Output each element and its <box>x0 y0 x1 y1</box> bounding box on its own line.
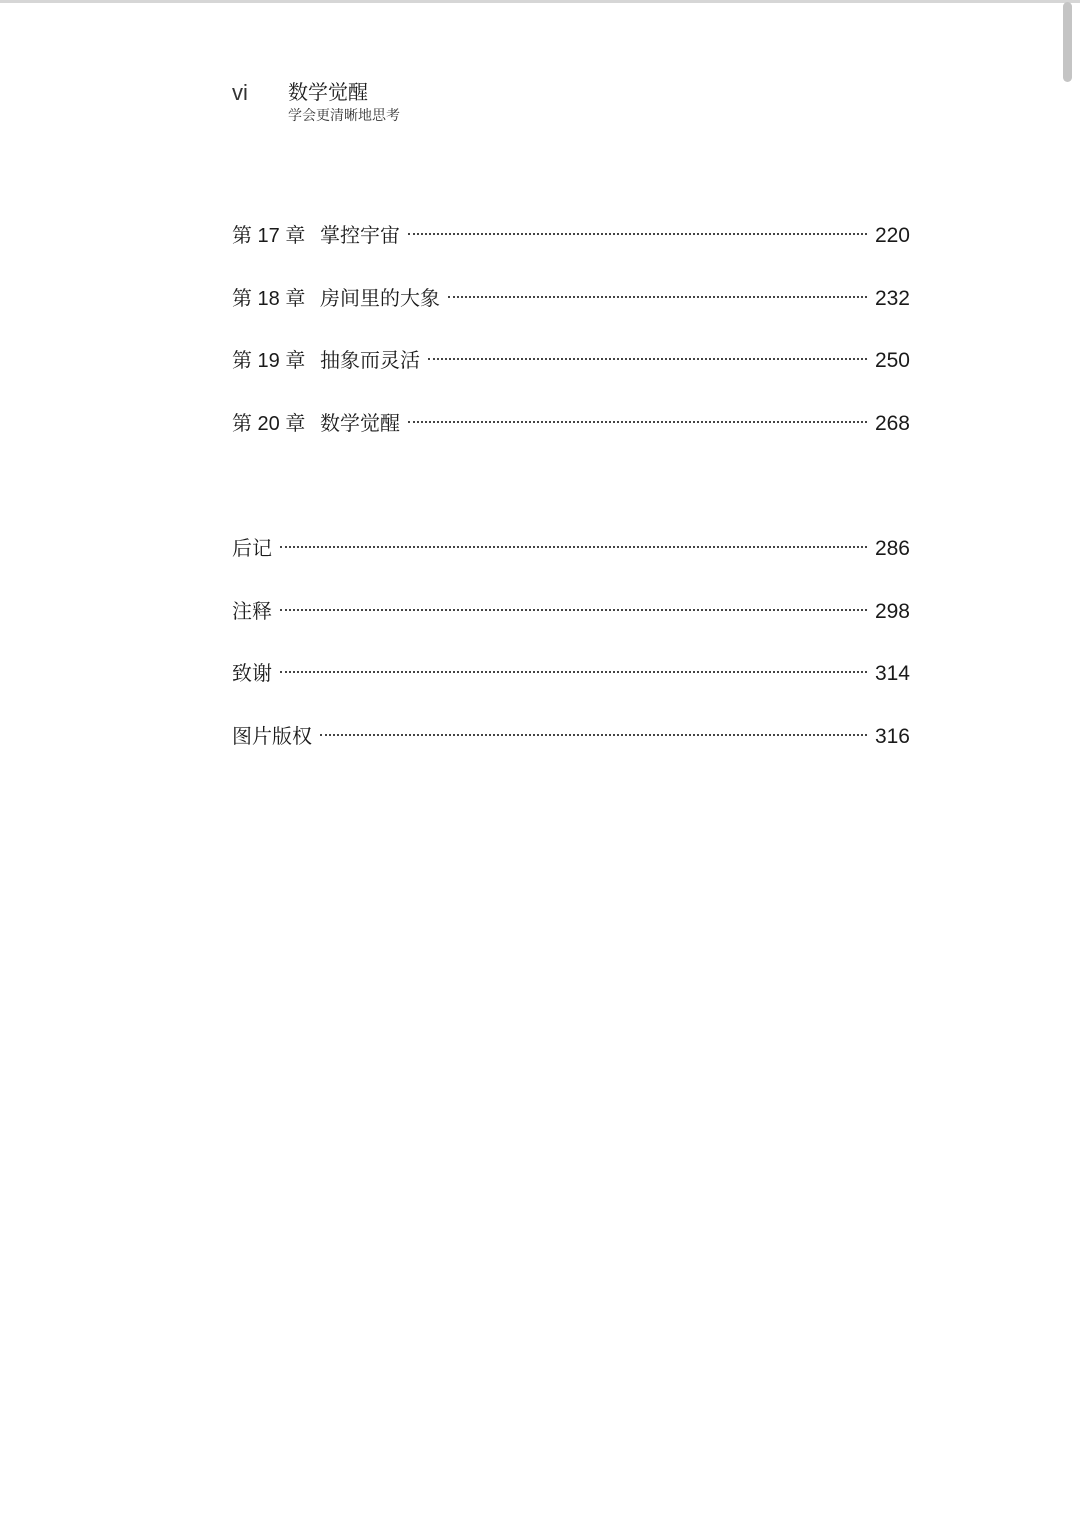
toc-chapters <box>232 218 910 468</box>
page-ref: 298 <box>874 599 910 623</box>
dot-leader <box>280 609 867 611</box>
entry-title: 注释 <box>232 598 272 623</box>
entry-title: 图片版权 <box>232 723 312 748</box>
dot-leader <box>280 546 867 548</box>
toc-entry-chapter-20[interactable] <box>232 406 910 469</box>
toc-entry-afterword[interactable] <box>232 531 910 594</box>
toc-entry-notes[interactable] <box>232 594 910 657</box>
dot-leader <box>408 421 867 423</box>
page-ref: 314 <box>874 662 910 685</box>
chapter-title: 房间里的大象 <box>320 285 440 310</box>
book-titles <box>288 78 400 126</box>
toc-back-matter <box>232 531 910 781</box>
toc-entry-chapter-19[interactable] <box>232 343 910 406</box>
scrollbar[interactable] <box>1056 0 1080 1531</box>
page-ref: 286 <box>874 537 910 560</box>
dot-leader <box>428 358 867 360</box>
page-ref: 220 <box>874 224 910 247</box>
page-ref: 232 <box>874 286 910 310</box>
entry-title: 致谢 <box>232 661 272 685</box>
chapter-title: 数学觉醒 <box>320 410 400 435</box>
toc-entry-chapter-18[interactable] <box>232 281 910 344</box>
dot-leader <box>408 233 867 235</box>
chapter-number: 第 19 章 <box>232 350 306 372</box>
page-ref: 268 <box>874 411 910 435</box>
page-ref: 250 <box>874 349 910 372</box>
toc-entry-chapter-17[interactable] <box>232 218 910 281</box>
toc-entry-image-credits[interactable] <box>232 719 910 782</box>
page-number: vi <box>232 80 248 105</box>
dot-leader <box>280 671 867 673</box>
dot-leader <box>320 734 867 736</box>
dot-leader <box>448 296 867 298</box>
toc-entry-acknowledgments[interactable] <box>232 656 910 719</box>
chapter-number: 第 18 章 <box>232 287 306 310</box>
book-subtitle: 学会更清晰地思考 <box>288 108 400 124</box>
page-ref: 316 <box>874 724 910 748</box>
top-edge <box>0 0 1080 3</box>
book-title: 数学觉醒 <box>288 80 368 104</box>
scrollbar-thumb[interactable] <box>1063 2 1072 82</box>
chapter-number: 第 17 章 <box>232 225 306 247</box>
chapter-title: 抽象而灵活 <box>320 348 420 372</box>
running-head <box>232 78 400 126</box>
entry-title: 后记 <box>232 536 272 560</box>
chapter-number: 第 20 章 <box>232 412 306 435</box>
chapter-title: 掌控宇宙 <box>320 223 400 247</box>
